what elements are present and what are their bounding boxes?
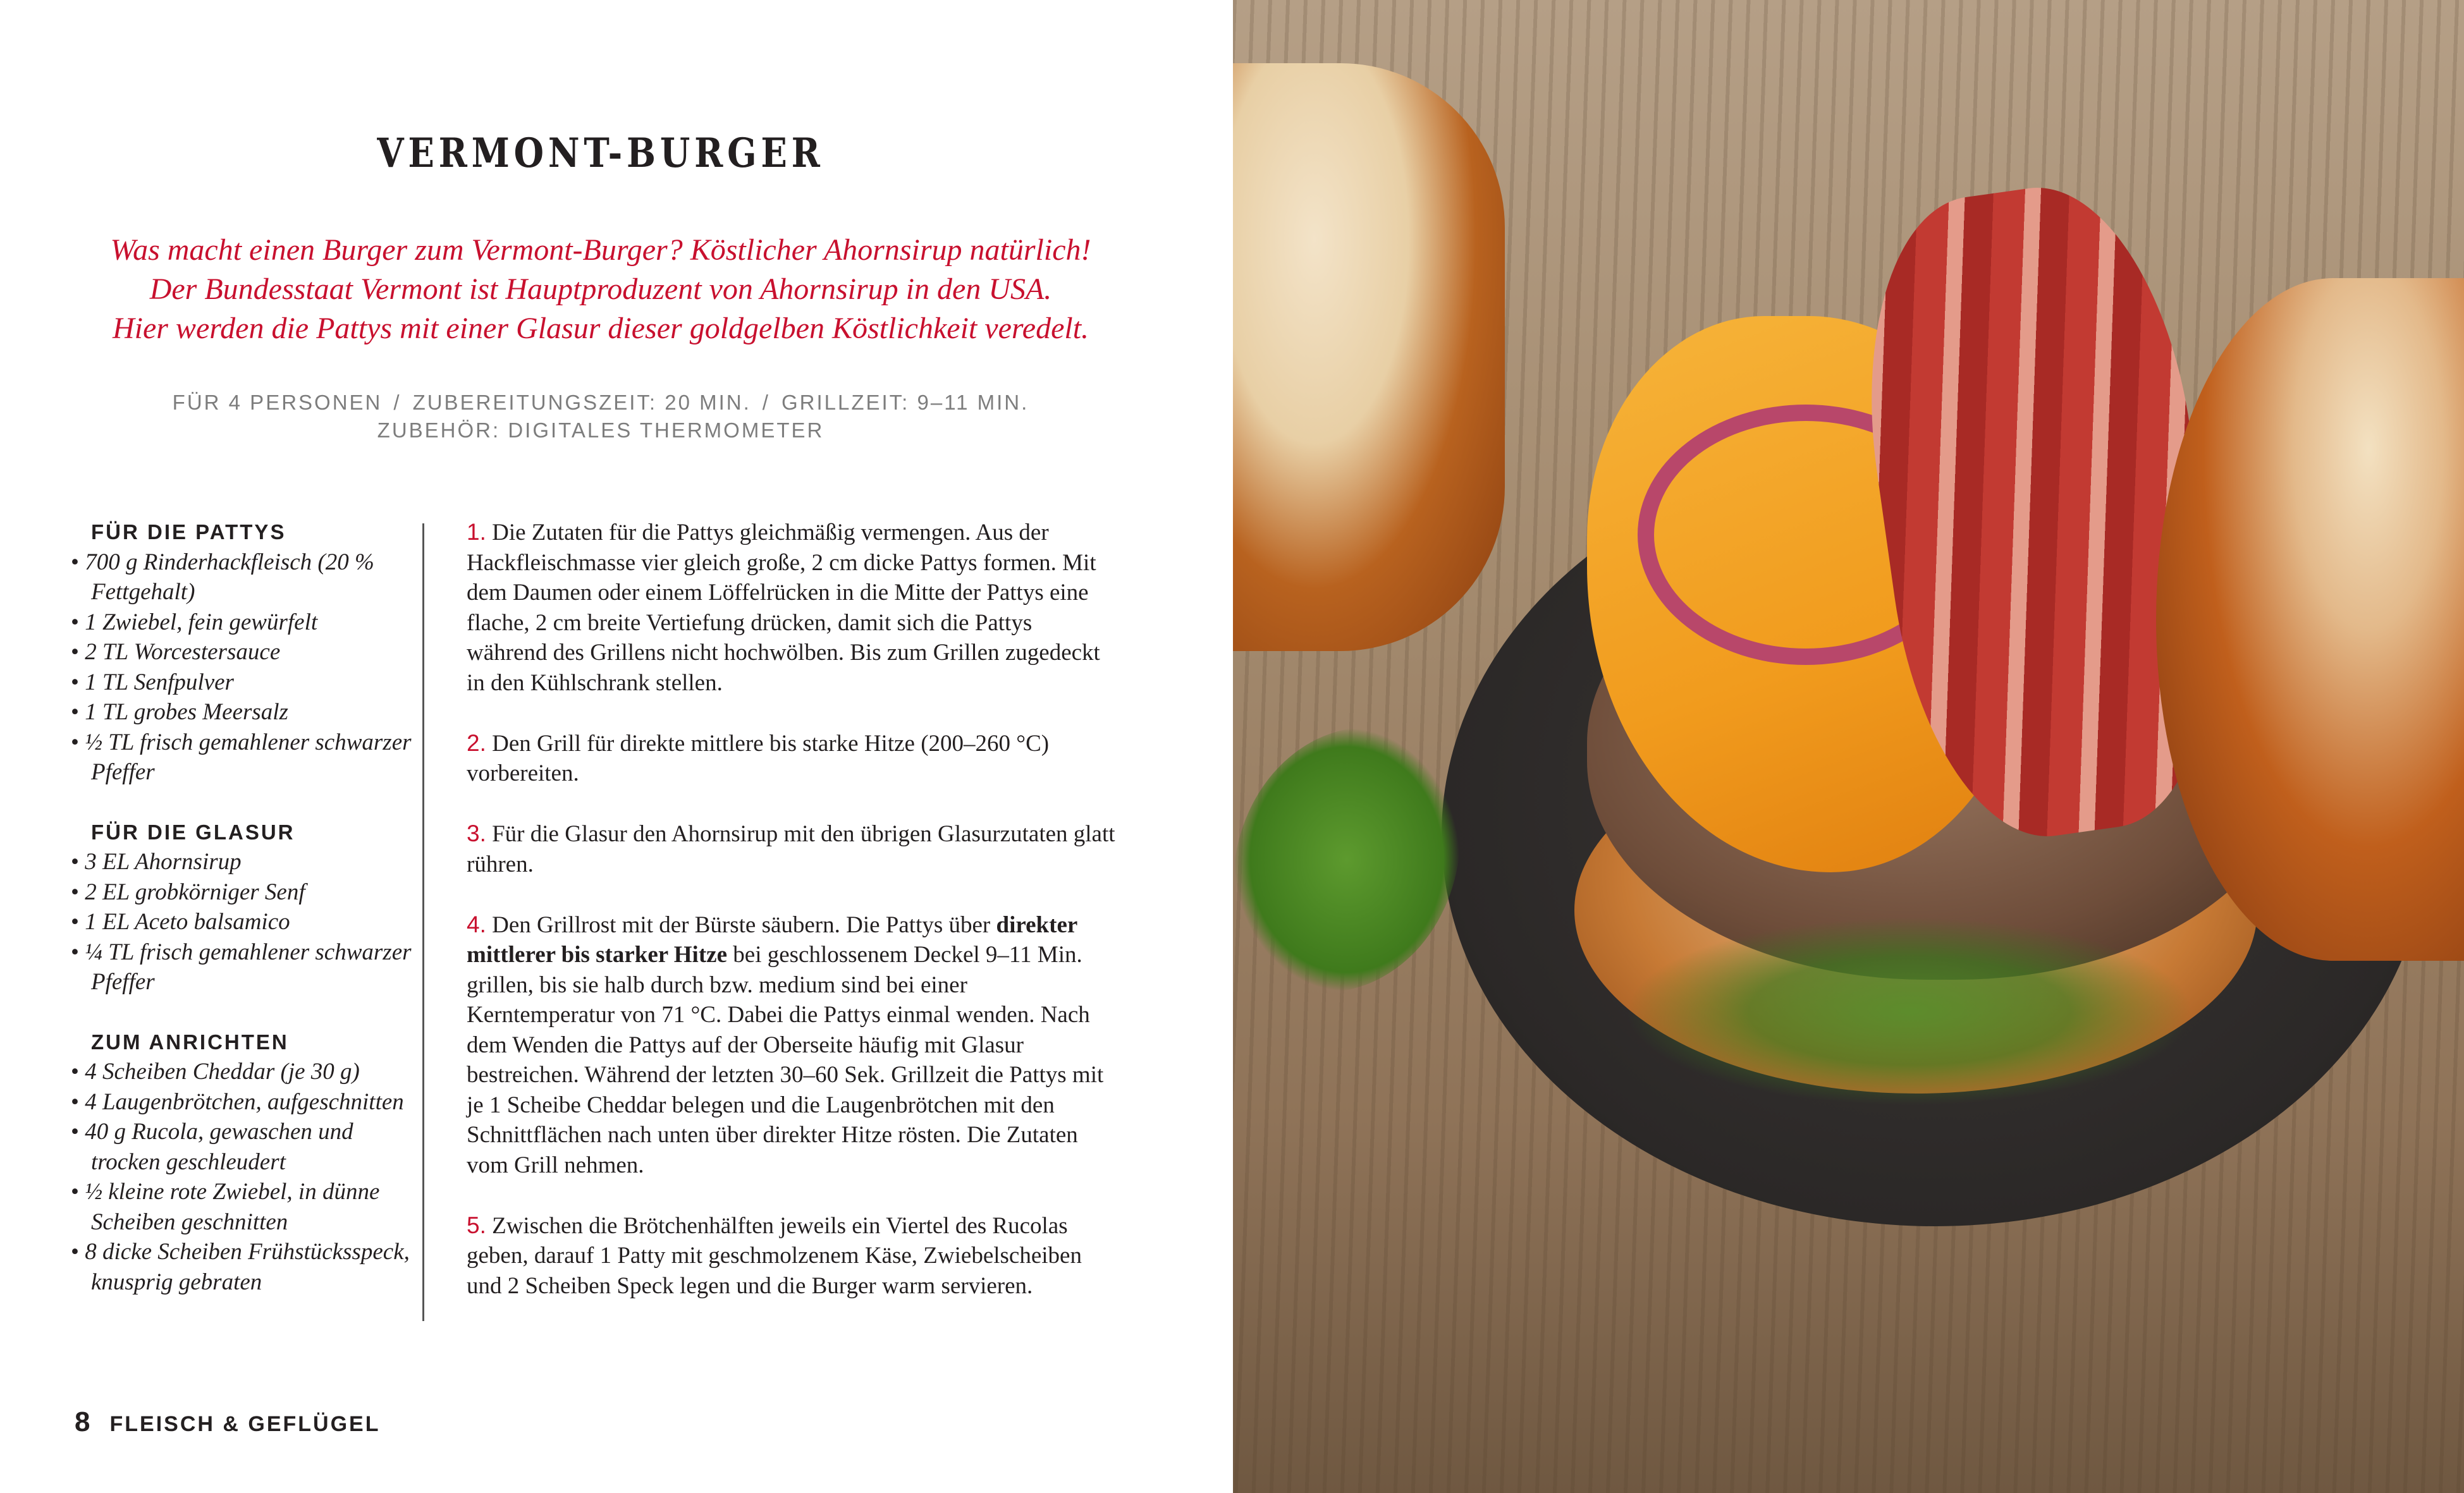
- arugula: [1233, 727, 1461, 992]
- arugula: [1625, 917, 2194, 1106]
- step-text: Den Grill für direkte mittlere bis starke Hitze (200–260 °C) vorbereiten.: [467, 730, 1050, 786]
- ingredient-item: • 4 Laugenbrötchen, aufgeschnitten: [71, 1087, 425, 1118]
- step: [467, 517, 1118, 698]
- instructions: [467, 517, 1118, 1331]
- step-number: 2.: [467, 729, 486, 756]
- ingredient-item: • 8 dicke Scheiben Frühstücksspeck, knusprig gebraten: [71, 1237, 425, 1297]
- step-number: 4.: [467, 911, 486, 937]
- equipment: ZUBEHÖR: DIGITALES THERMOMETER: [377, 418, 824, 442]
- separator: /: [762, 391, 770, 414]
- page-number: 8: [75, 1406, 92, 1437]
- intro-line: Hier werden die Pattys mit einer Glasur dieser goldgelben Köstlichkeit veredelt.: [112, 312, 1089, 345]
- ingredient-item: • 1 EL Aceto balsamico: [71, 907, 425, 937]
- step-emphasis: direkter mittlerer bis starker Hitze: [467, 911, 1077, 968]
- servings: FÜR 4 PERSONEN: [172, 391, 383, 414]
- section-name: FLEISCH & GEFLÜGEL: [109, 1412, 381, 1436]
- ingredient-item: • 2 EL grobkörniger Senf: [71, 877, 425, 908]
- intro-text: [0, 231, 1201, 348]
- ingredient-item: • 3 EL Ahornsirup: [71, 847, 425, 877]
- separator: /: [393, 391, 401, 414]
- step-text: Den Grillrost mit der Bürste säubern. Die Pattys über: [492, 911, 991, 938]
- ingredient-item: • ½ TL frisch gemahlener schwarzer Pfeffer: [71, 728, 425, 788]
- step-number: 1.: [467, 519, 486, 545]
- recipe-meta: [0, 389, 1201, 444]
- column-divider: [422, 523, 424, 1321]
- intro-line: Was macht einen Burger zum Vermont-Burger? Köstlicher Ahornsirup natürlich!: [110, 233, 1091, 267]
- step-number: 5.: [467, 1212, 486, 1238]
- ingredients-list: [71, 517, 425, 1327]
- step: [467, 819, 1118, 879]
- ingredient-item: • 1 Zwiebel, fein gewürfelt: [71, 607, 425, 638]
- recipe-title: VERMONT-BURGER: [377, 130, 824, 177]
- ingredient-heading: ZUM ANRICHTEN: [91, 1030, 289, 1054]
- intro-line: Der Bundesstaat Vermont ist Hauptproduzent von Ahornsirup in den USA.: [149, 272, 1052, 306]
- ingredient-item: • 4 Scheiben Cheddar (je 30 g): [71, 1057, 425, 1087]
- bun-top-left: [1233, 63, 1505, 651]
- burger-photo: [1233, 0, 2464, 1493]
- ingredient-heading: FÜR DIE GLASUR: [91, 820, 295, 844]
- page-footer: [75, 1406, 380, 1438]
- ingredient-heading: FÜR DIE PATTYS: [91, 520, 286, 544]
- ingredient-item: • 1 TL grobes Meersalz: [71, 697, 425, 728]
- ingredient-item: • 1 TL Senfpulver: [71, 667, 425, 698]
- grill-time: GRILLZEIT: 9–11 MIN.: [781, 391, 1029, 414]
- ingredient-item: • 700 g Rinderhackfleisch (20 % Fettgehalt): [71, 547, 425, 607]
- step-text: Für die Glasur den Ahornsirup mit den übrigen Glasurzutaten glatt rühren.: [467, 821, 1115, 877]
- ingredient-item: • 40 g Rucola, gewaschen und trocken geschleudert: [71, 1117, 425, 1177]
- ingredient-item: • ¼ TL frisch gemahlener schwarzer Pfeffer: [71, 937, 425, 997]
- prep-time: ZUBEREITUNGSZEIT: 20 MIN.: [412, 391, 751, 414]
- ingredient-item: • ½ kleine rote Zwiebel, in dünne Scheiben geschnitten: [71, 1177, 425, 1237]
- ingredient-item: • 2 TL Worcestersauce: [71, 637, 425, 667]
- step: [467, 728, 1118, 789]
- step: [467, 910, 1118, 1181]
- step-text: bei geschlossenem Deckel 9–11 Min. grillen, bis sie halb durch bzw. medium sind bei einer Kerntemperatur von 71 °C. Dabei die Pattys einmal wenden. Nach dem Wenden die Pattys auf der Oberseite häufig mit Glasur bestreichen. Während der letzten 30–60 Sek. Grillzeit die Pattys mit je 1 Scheibe Cheddar belegen und die Laugenbrötchen mit den Schnittflächen nach unten über direkter Hitze rösten. Die Zutaten vom Grill nehmen.: [467, 942, 1104, 1178]
- step-text: Zwischen die Brötchenhälften jeweils ein Viertel des Rucolas geben, darauf 1 Patty mit geschmolzenem Käse, Zwiebelscheiben und 2 Scheiben Speck legen und die Burger warm servieren.: [467, 1212, 1082, 1299]
- step-number: 3.: [467, 820, 486, 846]
- step-text: Die Zutaten für die Pattys gleichmäßig vermengen. Aus der Hackfleischmasse vier gleich große, 2 cm dicke Pattys formen. Mit dem Daumen oder einem Löffelrücken in die Mitte der Pattys eine flache, 2 cm breite Vertiefung drücken, damit sich die Pattys während des Grillens nicht hochwölben. Bis zum Grillen zugedeckt in den Kühlschrank stellen.: [467, 520, 1100, 696]
- step: [467, 1210, 1118, 1301]
